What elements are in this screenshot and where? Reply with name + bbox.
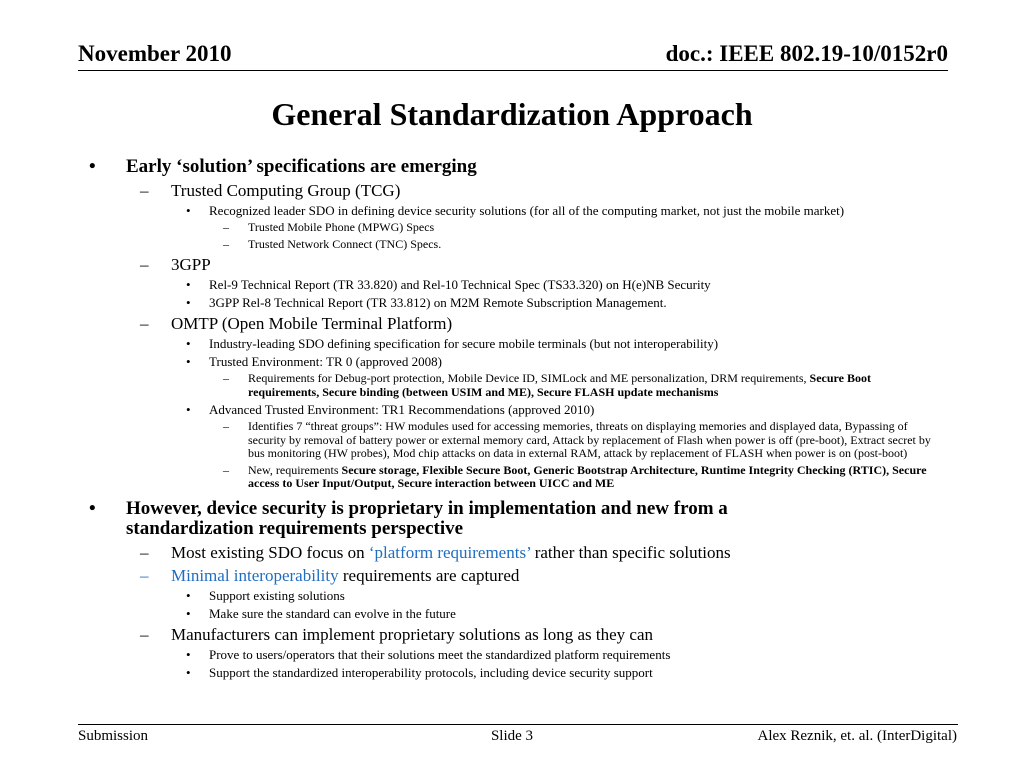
bullet-level-4 [0, 420, 938, 461]
bullet-marker: • [186, 277, 191, 292]
bullet-marker: • [186, 605, 191, 621]
bullet-level-3 [0, 402, 923, 417]
bullet-text-plain: Advanced Trusted Environment: TR1 Recommendations (approved 2010) [209, 402, 595, 417]
dash-marker: – [140, 542, 149, 562]
bullet-text-plain: Support the standardized interoperability protocols, including device security support [209, 664, 653, 680]
bullet-level-3 [0, 588, 923, 603]
bullet-level-3 [0, 336, 923, 351]
bullet-text [209, 588, 345, 603]
bullet-text-plain: OMTP (Open Mobile Terminal Platform) [171, 314, 453, 333]
bullet-level-3 [0, 277, 923, 292]
bullet-level-2 [0, 543, 911, 562]
bullet-text [209, 402, 594, 417]
bullet-text [248, 220, 434, 234]
bullet-level-2 [0, 255, 911, 274]
bullet-marker: • [186, 336, 191, 351]
dash-marker: – [223, 220, 229, 234]
bullet-marker: • [186, 664, 191, 680]
bullet-text [126, 498, 728, 539]
slide-number: Slide 3 [490, 728, 534, 744]
dash-marker: – [140, 565, 149, 585]
dash-marker: – [223, 236, 229, 251]
bullet-marker: • [186, 587, 191, 603]
bullet-text-plain: However, device security is proprietary in implementation and new from a standardization requirements perspective [126, 497, 728, 539]
bullet-text [209, 665, 653, 680]
dash-marker: – [140, 181, 149, 200]
bullet-text-bold: Secure storage, Flexible Secure Boot, Generic Bootstrap Architecture, Runtime Integrity Checking (RTIC), Secure access to User Input/Output, Secure interaction between UICC and ME [248, 462, 927, 490]
bullet-level-2 [0, 181, 911, 200]
bullet-text [248, 419, 931, 460]
bullet-level-2 [0, 625, 911, 644]
bullet-text [171, 566, 519, 585]
bullet-text-tail: requirements are captured [338, 565, 520, 585]
bullet-level-1 [0, 499, 826, 539]
bullet-level-3 [0, 606, 923, 621]
bullet-level-2 [0, 566, 911, 585]
bullet-text [209, 203, 844, 218]
bullet-text [248, 463, 927, 491]
bullet-text-plain: Early ‘solution’ specifications are emerging [126, 156, 477, 177]
bullet-text [171, 181, 400, 200]
dash-marker: – [223, 419, 229, 433]
bullet-text [209, 606, 456, 621]
bullet-level-3 [0, 354, 923, 369]
bullet-marker: • [186, 203, 191, 218]
bullet-level-3 [0, 647, 923, 662]
bullet-marker: • [89, 497, 96, 519]
bullet-level-3 [0, 203, 923, 218]
slide-title: General Standardization Approach [271, 96, 753, 132]
bullet-level-3 [0, 665, 923, 680]
bullet-text [171, 255, 211, 274]
bullet-level-4 [0, 372, 938, 399]
bullet-text-plain: Manufacturers can implement proprietary solutions as long as they can [171, 624, 653, 644]
bullet-level-1 [0, 157, 826, 177]
bullet-text-plain: Prove to users/operators that their solutions meet the standardized platform requirements [209, 646, 671, 662]
bullet-text-plain: Recognized leader SDO in defining device security solutions (for all of the computing market, not just the mobile market) [209, 203, 845, 218]
bullet-text-plain: Industry-leading SDO defining specification for secure mobile terminals (but not interoperability) [209, 336, 719, 351]
bullet-text-plain: Trusted Environment: TR 0 (approved 2008) [209, 354, 442, 369]
bullet-marker: • [186, 295, 191, 310]
slide-body [0, 154, 1024, 680]
bullet-text-plain: Requirements for Debug-port protection, Mobile Device ID, SIMLock and ME personalization, DRM requirements, [248, 371, 810, 385]
bullet-text [248, 371, 871, 399]
header-divider [78, 70, 948, 71]
bullet-text-highlight: ‘platform requirements’ [368, 542, 531, 562]
header-date: November 2010 [78, 41, 232, 66]
bullet-level-4 [0, 221, 938, 235]
bullet-text-plain: 3GPP Rel-8 Technical Report (TR 33.812) on M2M Remote Subscription Management. [209, 295, 667, 310]
bullet-text-plain: New, requirements [248, 462, 342, 477]
bullet-marker: • [186, 402, 191, 417]
bullet-text-plain: Support existing solutions [209, 587, 345, 603]
bullet-level-3 [0, 295, 923, 310]
bullet-text-plain: Trusted Network Connect (TNC) Specs. [248, 236, 442, 251]
bullet-marker: • [186, 354, 191, 369]
bullet-text [209, 295, 667, 310]
bullet-text-plain: Trusted Mobile Phone (MPWG) Specs [248, 220, 435, 234]
bullet-text [171, 625, 653, 644]
footer-author: Alex Reznik, et. al. (InterDigital) [757, 728, 957, 744]
bullet-text [209, 277, 711, 292]
bullet-text [209, 354, 442, 369]
bullet-level-4 [0, 238, 938, 252]
dash-marker: – [223, 462, 229, 477]
dash-marker: – [140, 314, 149, 333]
bullet-text-plain: Make sure the standard can evolve in the future [209, 605, 456, 621]
bullet-text [126, 156, 477, 177]
bullet-text-plain: Trusted Computing Group (TCG) [171, 181, 401, 200]
bullet-text [248, 237, 441, 251]
bullet-level-4 [0, 464, 938, 491]
footer-divider [78, 724, 958, 725]
bullet-marker: • [89, 156, 96, 177]
bullet-text-plain: Most existing SDO focus on [171, 542, 369, 562]
bullet-text-plain: 3GPP [171, 255, 211, 274]
header-doc-id: doc.: IEEE 802.19-10/0152r0 [665, 41, 948, 66]
bullet-text [171, 543, 731, 562]
dash-marker: – [140, 624, 149, 644]
bullet-marker: • [186, 646, 191, 662]
bullet-text-highlight: Minimal interoperability [171, 565, 339, 585]
bullet-text [209, 336, 718, 351]
bullet-text-plain: Rel-9 Technical Report (TR 33.820) and Rel-10 Technical Spec (TS33.320) on H(e)NB Security [209, 277, 711, 292]
dash-marker: – [140, 255, 149, 274]
bullet-text [209, 647, 670, 662]
bullet-text [171, 314, 452, 333]
bullet-text-tail: rather than specific solutions [530, 542, 731, 562]
dash-marker: – [223, 371, 229, 385]
bullet-level-2 [0, 314, 911, 333]
bullet-text-plain: Identifies 7 “threat groups”: HW modules used for accessing memories, threats on displaying memories and displayed data, Bypassing of security by removal of battery power or external memory card, Attack by replacement of Flash when power is off (pre-boot), Extract secret by bus monitoring (HW probes), Mod chip attacks on data in external RAM, attack by replacement of FLASH when power is on (post-boot) [248, 419, 931, 460]
bullet-text-bold: Secure Boot requirements, Secure binding (between USIM and ME), Secure FLASH update mechanisms [248, 371, 871, 399]
footer-left: Submission [78, 728, 149, 744]
